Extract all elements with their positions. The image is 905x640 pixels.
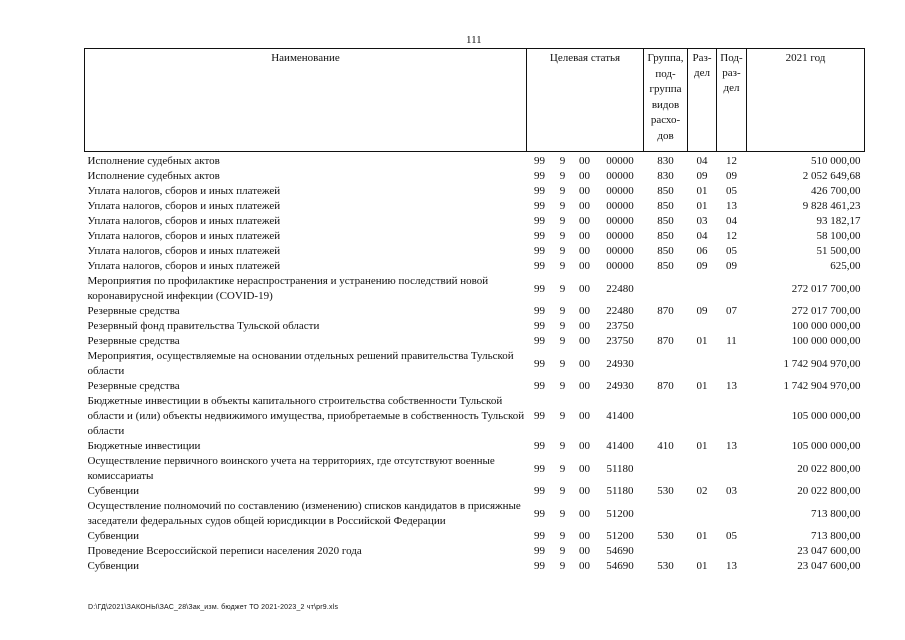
cell-t4: 24930 [606,380,634,392]
table-row [85,229,865,244]
cell-amt: 272 017 700,00 [791,305,861,317]
cell-t3: 00 [579,335,590,347]
cell-name: Мероприятия, осуществляемые на основании отдельных решений правительства Тульской области [87,350,514,377]
cell-t2: 9 [559,335,566,347]
cell-sec: 01 [696,380,708,392]
cell-t1: 99 [534,200,545,212]
cell-grp: 850 [657,230,674,242]
cell-t4: 00000 [606,200,634,212]
cell-name: Уплата налогов, сборов и иных платежей [87,260,281,272]
cell-t1: 99 [534,530,545,542]
cell-t3: 00 [579,245,590,257]
table-row [85,394,865,439]
cell-t2: 9 [559,530,566,542]
cell-grp: 850 [657,245,674,257]
cell-sub [717,454,747,484]
cell-t1: 99 [534,170,545,182]
cell-sub: 12 [726,155,737,167]
cell-sec: 04 [696,155,708,167]
cell-t3: 00 [579,200,590,212]
cell-t3: 00 [579,282,590,295]
cell-t3: 00 [579,185,590,197]
cell-t3: 00 [579,410,590,422]
cell-t3: 00 [579,230,590,242]
cell-name: Резервные средства [87,305,180,317]
cell-sec: 09 [696,260,708,272]
cell-t3: 00 [579,462,590,475]
cell-grp: 850 [657,200,674,212]
cell-sec [688,319,717,334]
header-target: Целевая статья [527,49,644,152]
table-row [85,529,865,544]
cell-t3: 00 [579,380,590,392]
cell-amt: 272 017 700,00 [791,282,861,295]
table-row [85,319,865,334]
cell-name: Исполнение судебных актов [87,170,220,182]
cell-t1: 99 [534,507,545,520]
cell-t2: 9 [559,305,566,317]
cell-name: Резервные средства [87,335,180,347]
cell-t2: 9 [559,320,566,332]
cell-sub [717,274,747,304]
cell-t2: 9 [559,170,566,182]
cell-t4: 41400 [606,440,634,452]
cell-sub: 13 [726,380,737,392]
cell-sec: 09 [696,170,708,182]
cell-t4: 22480 [606,282,634,295]
cell-t1: 99 [534,440,545,452]
cell-t3: 00 [579,170,590,182]
cell-t3: 00 [579,507,590,520]
cell-t2: 9 [559,230,566,242]
cell-sub: 09 [726,260,737,272]
cell-t2: 9 [559,485,566,497]
table-row [85,544,865,559]
cell-sec: 01 [696,440,708,452]
cell-t4: 54690 [606,560,634,572]
cell-sec [688,349,717,379]
cell-sub [717,349,747,379]
cell-sec: 01 [696,200,708,212]
cell-t4: 00000 [606,185,634,197]
cell-t2: 9 [559,410,566,422]
cell-t4: 00000 [606,260,634,272]
cell-amt: 625,00 [830,260,861,272]
cell-amt: 20 022 800,00 [797,485,861,497]
cell-t4: 51180 [606,485,634,497]
cell-sec: 02 [696,485,708,497]
cell-amt: 713 800,00 [811,530,861,542]
cell-amt: 93 182,17 [816,215,861,227]
cell-amt: 105 000 000,00 [791,410,861,422]
cell-t2: 9 [559,155,566,167]
cell-grp [644,319,688,334]
cell-name: Уплата налогов, сборов и иных платежей [87,230,281,242]
cell-t1: 99 [534,485,545,497]
cell-grp [644,454,688,484]
cell-t1: 99 [534,462,545,475]
cell-amt: 510 000,00 [811,155,861,167]
cell-t1: 99 [534,320,545,332]
cell-grp [644,349,688,379]
cell-t2: 9 [559,200,566,212]
cell-grp: 830 [657,155,674,167]
cell-name: Уплата налогов, сборов и иных платежей [87,185,281,197]
cell-sub: 05 [726,245,737,257]
table-row [85,499,865,529]
table-row [85,379,865,394]
cell-sub: 09 [726,170,737,182]
cell-amt: 20 022 800,00 [797,462,861,475]
cell-sub: 05 [726,185,737,197]
cell-t2: 9 [559,380,566,392]
cell-t3: 00 [579,485,590,497]
cell-t1: 99 [534,282,545,295]
cell-t1: 99 [534,335,545,347]
cell-name: Исполнение судебных актов [87,155,220,167]
cell-t3: 00 [579,320,590,332]
cell-t3: 00 [579,305,590,317]
cell-t3: 00 [579,530,590,542]
cell-t3: 00 [579,560,590,572]
cell-amt: 100 000 000,00 [791,320,861,332]
header-name: Наименование [85,49,527,152]
cell-t1: 99 [534,305,545,317]
cell-name: Мероприятия по профилактике нераспространения и устранению последствий новой коронавирусной инфекции (COVID-19) [87,275,489,302]
cell-t3: 00 [579,357,590,370]
cell-t1: 99 [534,155,545,167]
cell-name: Осуществление полномочий по составлению (изменению) списков кандидатов в присяжные заседатели федеральных судов общей юрисдикции в Российской Федерации [87,500,521,527]
table-row [85,484,865,499]
cell-t3: 00 [579,215,590,227]
cell-name: Субвенции [87,530,140,542]
cell-amt: 713 800,00 [811,507,861,520]
cell-t2: 9 [559,215,566,227]
header-subsection: Под-раз-дел [717,49,747,152]
table-row [85,259,865,274]
cell-grp: 530 [657,560,674,572]
cell-t4: 00000 [606,170,634,182]
cell-t4: 51200 [606,507,634,520]
cell-t1: 99 [534,245,545,257]
cell-sec: 01 [696,560,708,572]
cell-name: Проведение Всероссийской переписи населения 2020 года [87,545,362,557]
cell-t4: 00000 [606,245,634,257]
cell-name: Бюджетные инвестиции [87,440,201,452]
cell-sec: 06 [696,245,708,257]
cell-sec [688,394,717,439]
table-row [85,152,865,170]
cell-amt: 105 000 000,00 [791,440,861,452]
table-row [85,274,865,304]
table-row [85,334,865,349]
cell-grp: 850 [657,215,674,227]
cell-sub: 03 [726,485,737,497]
cell-amt: 426 700,00 [811,185,861,197]
table-row [85,169,865,184]
cell-t3: 00 [579,440,590,452]
table-row [85,349,865,379]
cell-t2: 9 [559,545,566,557]
cell-t4: 00000 [606,230,634,242]
cell-grp: 530 [657,485,674,497]
cell-amt: 1 742 904 970,00 [783,380,861,392]
cell-sub: 12 [726,230,737,242]
cell-grp: 870 [657,380,674,392]
cell-sec [688,274,717,304]
cell-sub: 07 [726,305,737,317]
cell-sec: 01 [696,185,708,197]
cell-t1: 99 [534,260,545,272]
cell-sec: 09 [696,305,708,317]
cell-name: Осуществление первичного воинского учета на территориях, где отсутствуют военные комиссариаты [87,455,495,482]
table-row [85,184,865,199]
cell-t1: 99 [534,215,545,227]
table-row [85,199,865,214]
cell-grp: 830 [657,170,674,182]
cell-t1: 99 [534,380,545,392]
file-path-footer: D:\ГД\2021\ЗАКОНЫ\ЗАС_28\Зак_изм. бюджет ТО 2021-2023_2 чт\pr9.xls [88,604,339,611]
table-row [85,244,865,259]
cell-t2: 9 [559,245,566,257]
cell-sub [717,544,747,559]
cell-t3: 00 [579,155,590,167]
cell-t2: 9 [559,462,566,475]
cell-t4: 00000 [606,215,634,227]
cell-sub: 13 [726,560,737,572]
cell-t1: 99 [534,185,545,197]
cell-t2: 9 [559,282,566,295]
cell-name: Уплата налогов, сборов и иных платежей [87,245,281,257]
table-row [85,559,865,574]
cell-sec: 03 [696,215,708,227]
cell-t1: 99 [534,545,545,557]
cell-grp: 850 [657,260,674,272]
cell-name: Резервные средства [87,380,180,392]
cell-t1: 99 [534,230,545,242]
cell-name: Субвенции [87,485,140,497]
cell-name: Резервный фонд правительства Тульской области [87,320,320,332]
cell-sub: 04 [726,215,737,227]
cell-amt: 100 000 000,00 [791,335,861,347]
table-row [85,214,865,229]
cell-grp: 870 [657,305,674,317]
table-row [85,454,865,484]
header-section: Раз-дел [688,49,717,152]
cell-grp: 530 [657,530,674,542]
cell-sub: 05 [726,530,737,542]
cell-grp: 410 [657,440,674,452]
cell-sec [688,544,717,559]
cell-sec: 01 [696,530,708,542]
cell-amt: 58 100,00 [816,230,861,242]
cell-t4: 41400 [606,410,634,422]
table-row [85,439,865,454]
cell-sub: 13 [726,440,737,452]
cell-name: Бюджетные инвестиции в объекты капитального строительства собственности Тульской области и (или) объекты недвижимого имущества, приобретаемые в собственность Тульской области [87,395,525,437]
cell-t3: 00 [579,545,590,557]
cell-grp [644,544,688,559]
cell-t4: 23750 [606,335,634,347]
cell-t4: 51180 [606,462,634,475]
cell-sub [717,499,747,529]
cell-grp: 850 [657,185,674,197]
cell-sec: 04 [696,230,708,242]
cell-name: Уплата налогов, сборов и иных платежей [87,215,281,227]
cell-t1: 99 [534,560,545,572]
cell-amt: 1 742 904 970,00 [783,357,861,370]
cell-t4: 23750 [606,320,634,332]
cell-name: Уплата налогов, сборов и иных платежей [87,200,281,212]
cell-amt: 51 500,00 [816,245,861,257]
budget-table [84,48,865,574]
cell-t3: 00 [579,260,590,272]
cell-amt: 9 828 461,23 [802,200,861,212]
cell-t1: 99 [534,357,545,370]
page-number: 111 [466,34,482,46]
cell-sec [688,499,717,529]
cell-t2: 9 [559,260,566,272]
cell-sec: 01 [696,335,708,347]
cell-t2: 9 [559,440,566,452]
cell-t2: 9 [559,357,566,370]
cell-sec [688,454,717,484]
cell-t4: 24930 [606,357,634,370]
cell-amt: 23 047 600,00 [797,560,861,572]
cell-t2: 9 [559,185,566,197]
cell-sub: 13 [726,200,737,212]
cell-t4: 22480 [606,305,634,317]
table-row [85,304,865,319]
cell-grp [644,274,688,304]
header-group: Группа, под-группа видов расхо-дов [644,49,688,152]
cell-t2: 9 [559,507,566,520]
cell-grp [644,499,688,529]
header-year: 2021 год [747,49,865,152]
cell-t2: 9 [559,560,566,572]
table-body [85,152,865,575]
cell-sub [717,394,747,439]
cell-amt: 2 052 649,68 [802,170,861,182]
cell-name: Субвенции [87,560,140,572]
cell-t4: 54690 [606,545,634,557]
cell-grp [644,394,688,439]
cell-t4: 51200 [606,530,634,542]
cell-t4: 00000 [606,155,634,167]
cell-sub: 11 [726,335,737,347]
table-header [85,49,865,152]
cell-t1: 99 [534,410,545,422]
cell-amt: 23 047 600,00 [797,545,861,557]
cell-sub [717,319,747,334]
cell-grp: 870 [657,335,674,347]
